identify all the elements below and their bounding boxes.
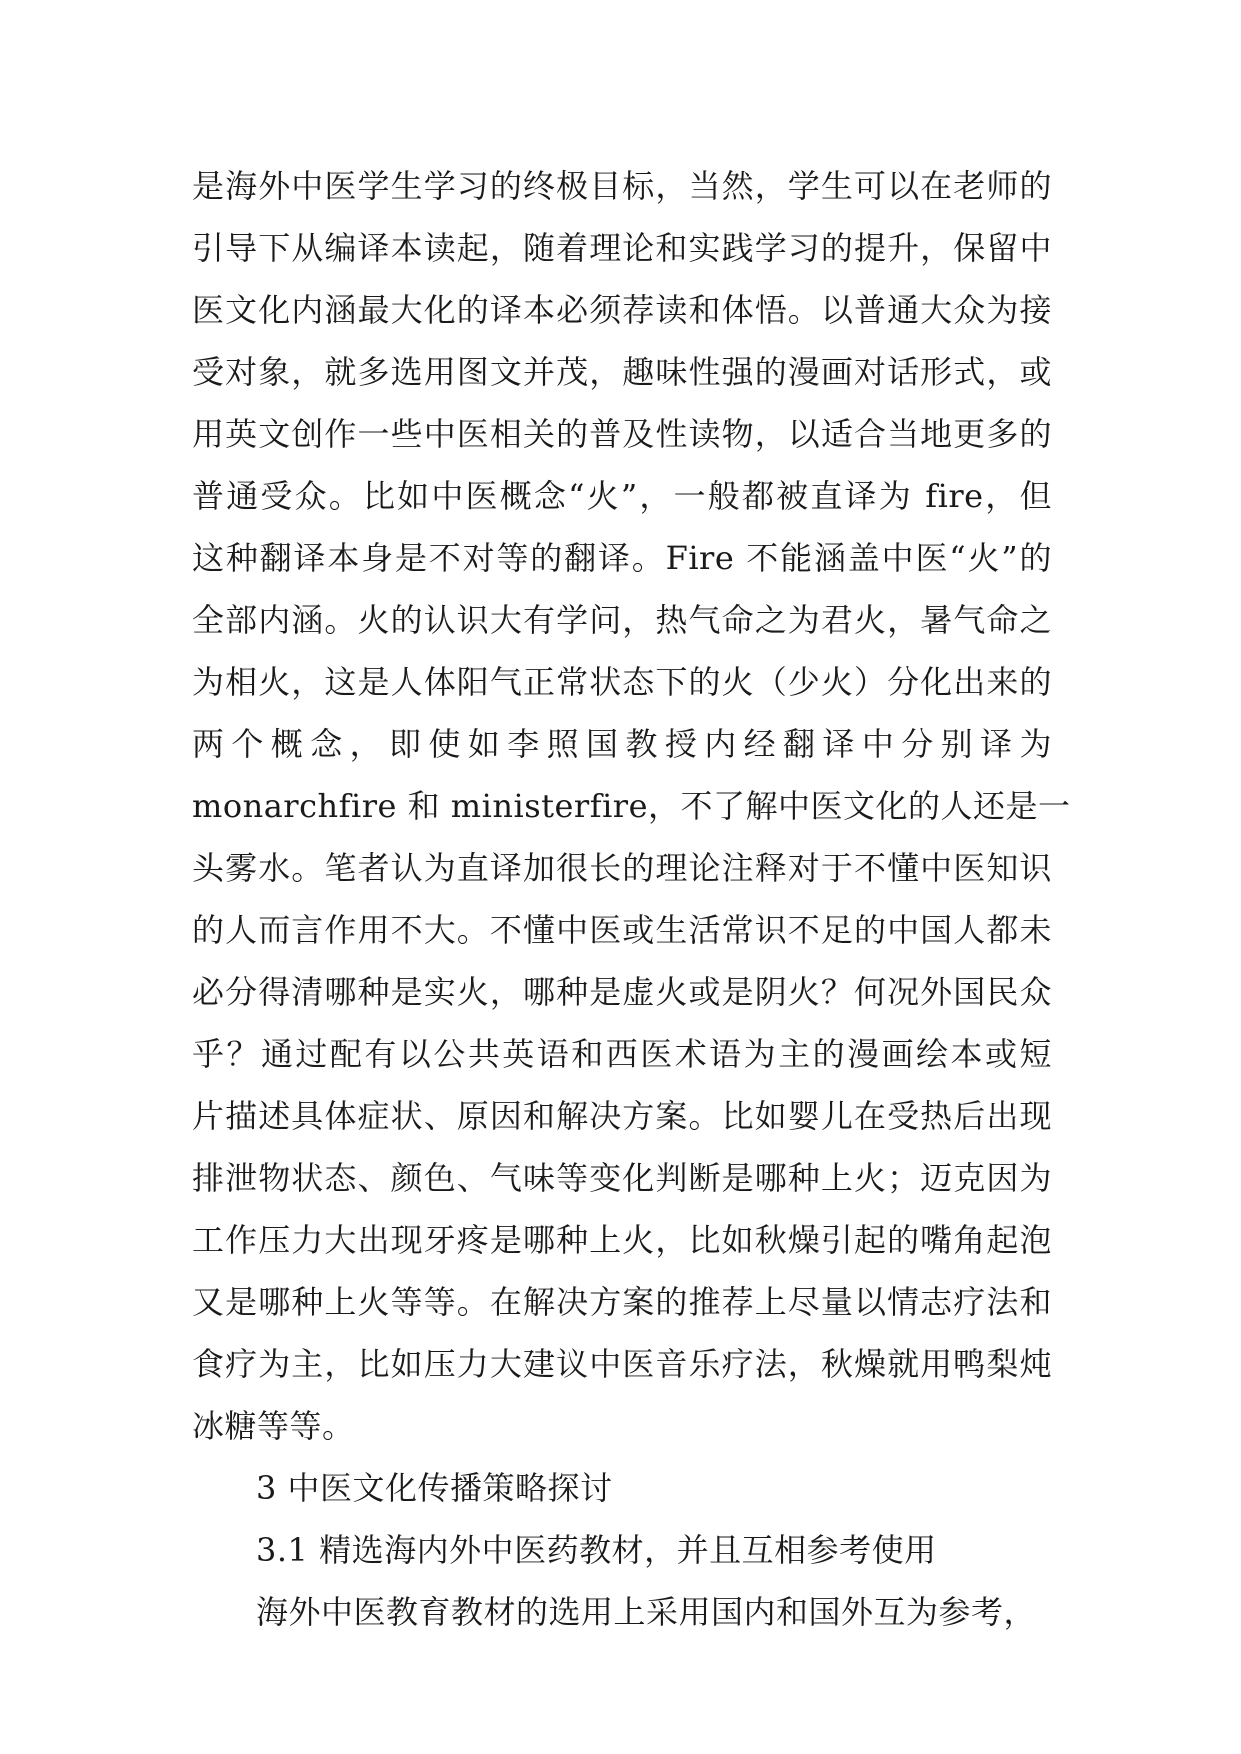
paragraph-line: 片描述具体症状、原因和解决方案。比如婴儿在受热后出现 xyxy=(192,1097,1052,1135)
paragraph-line: 医文化内涵最大化的译本必须荐读和体悟。以普通大众为接 xyxy=(192,291,1052,329)
paragraph-line: 乎？通过配有以公共英语和西医术语为主的漫画绘本或短 xyxy=(192,1035,1052,1073)
paragraph-line: 为相火，这是人体阳气正常状态下的火（少火）分化出来的 xyxy=(192,663,1052,701)
paragraph-line: 用英文创作一些中医相关的普及性读物，以适合当地更多的 xyxy=(192,415,1052,453)
paragraph-line: 这种翻译本身是不对等的翻译。Fire 不能涵盖中医“火”的 xyxy=(192,539,1052,577)
paragraph-line: 的人而言作用不大。不懂中医或生活常识不足的中国人都未 xyxy=(192,911,1052,949)
paragraph-line: 全部内涵。火的认识大有学问，热气命之为君火，暑气命之 xyxy=(192,601,1052,639)
paragraph-line: 海外中医教育教材的选用上采用国内和国外互为参考， xyxy=(256,1593,1037,1631)
paragraph-line: 食疗为主，比如压力大建议中医音乐疗法，秋燥就用鸭梨炖 xyxy=(192,1345,1052,1383)
paragraph-line: 两个概念，即使如李照国教授内经翻译中分别译为 xyxy=(192,725,1052,763)
section-heading: 3 中医文化传播策略探讨 xyxy=(256,1469,613,1507)
document-body xyxy=(192,155,1071,1643)
paragraph-line: 是海外中医学生学习的终极目标，当然，学生可以在老师的 xyxy=(192,167,1052,205)
paragraph-line: 受对象，就多选用图文并茂，趣味性强的漫画对话形式，或 xyxy=(192,353,1052,391)
paragraph-line: 又是哪种上火等等。在解决方案的推荐上尽量以情志疗法和 xyxy=(192,1283,1052,1321)
paragraph-line: 引导下从编译本读起，随着理论和实践学习的提升，保留中 xyxy=(192,229,1052,267)
paragraph-line-last: 冰糖等等。 xyxy=(192,1407,355,1445)
paragraph-line: 普通受众。比如中医概念“火”，一般都被直译为 fire，但 xyxy=(192,477,1052,515)
subsection-heading: 3.1 精选海内外中医药教材，并且互相参考使用 xyxy=(256,1531,937,1569)
paragraph-line: 头雾水。笔者认为直译加很长的理论注释对于不懂中医知识 xyxy=(192,849,1052,887)
paragraph-line: 工作压力大出现牙疼是哪种上火，比如秋燥引起的嘴角起泡 xyxy=(192,1221,1052,1259)
paragraph-line: monarchfire 和 ministerfire，不了解中医文化的人还是一 xyxy=(192,787,1071,825)
paragraph-line: 必分得清哪种是实火，哪种是虚火或是阴火？何况外国民众 xyxy=(192,973,1052,1011)
paragraph-line: 排泄物状态、颜色、气味等变化判断是哪种上火；迈克因为 xyxy=(192,1159,1052,1197)
